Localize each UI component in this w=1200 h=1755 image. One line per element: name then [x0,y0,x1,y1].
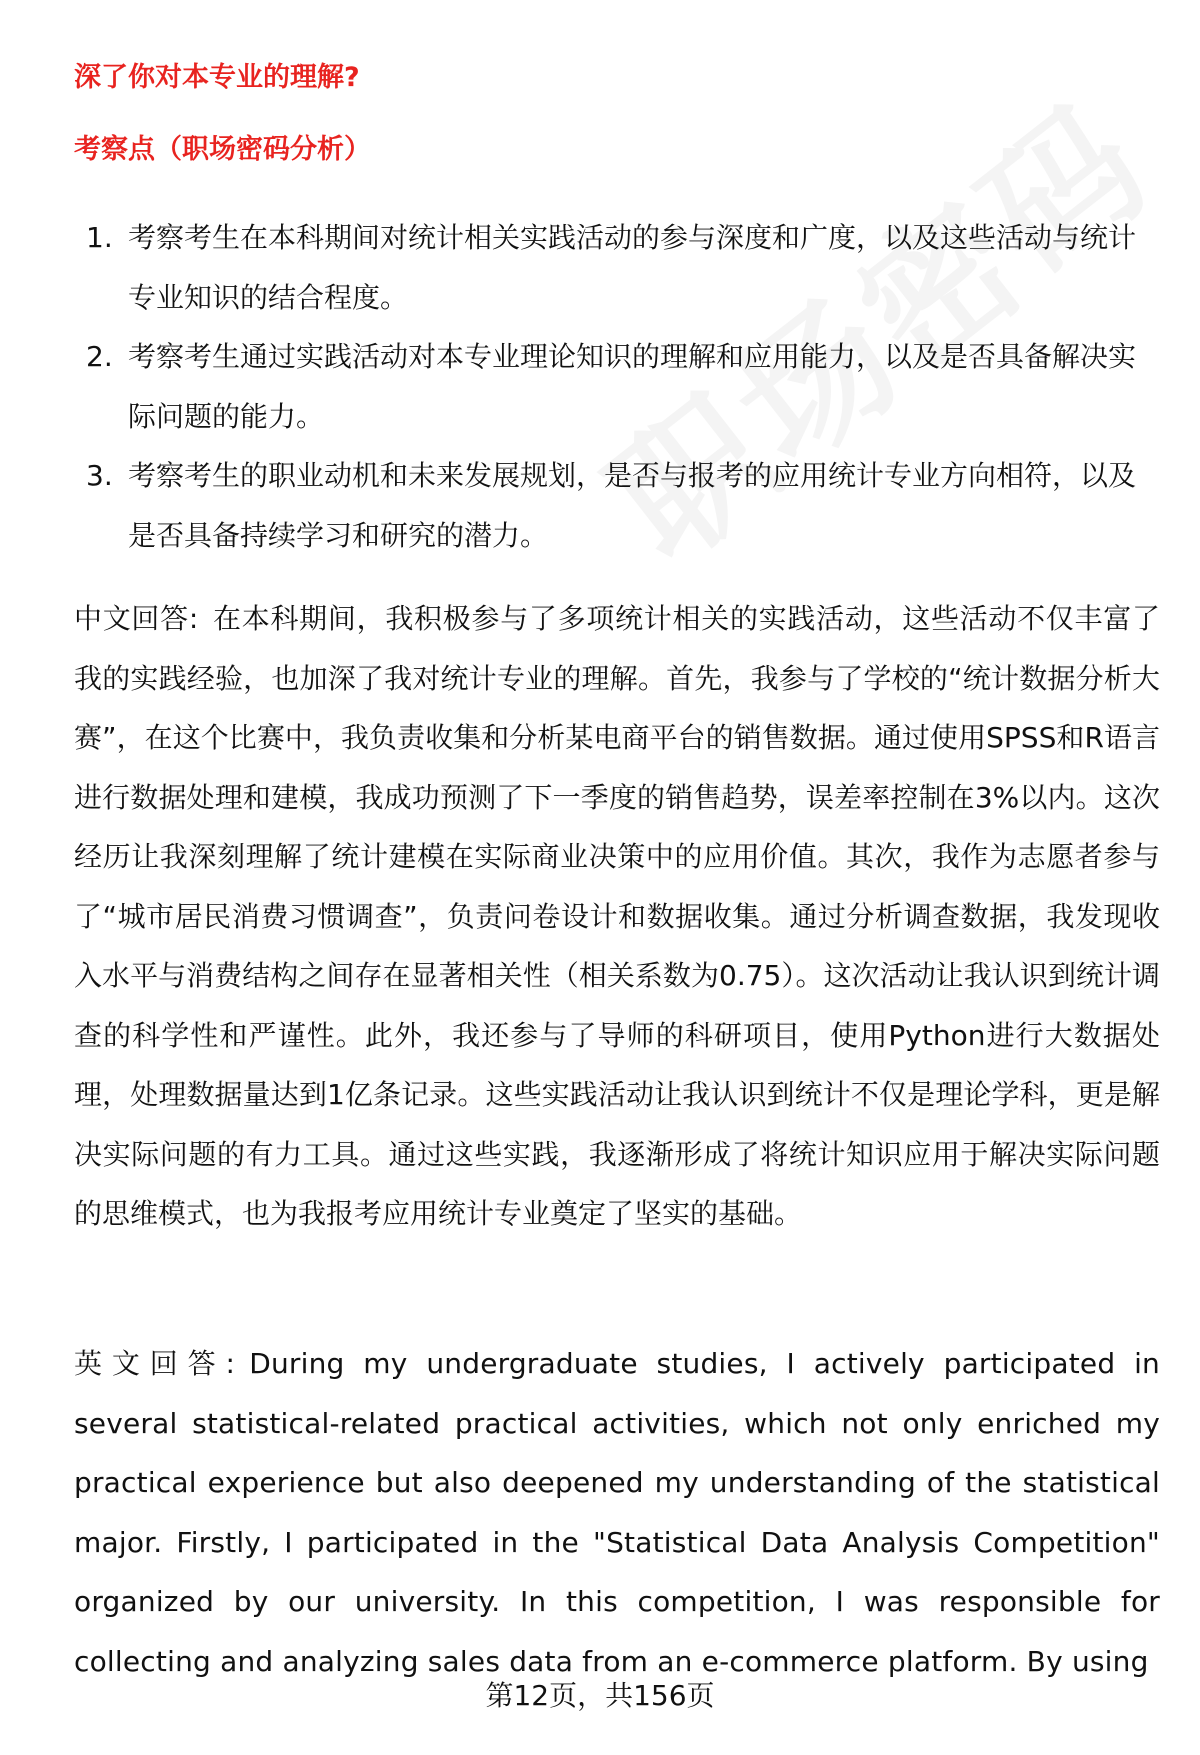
list-item-number: 1. [86,221,113,254]
english-answer-label: 英文回答: [74,1347,236,1380]
list-item [74,446,1154,565]
section-heading-continued: 深了你对本专业的理解? [74,62,360,93]
key-points-list [74,208,1154,565]
chinese-answer-text: 在本科期间，我积极参与了多项统计相关的实践活动，这些活动不仅丰富了我的实践经验，也加深了我对统计专业的理解。首先，我参与了学校的“统计数据分析大赛”，在这个比赛中，我负责收集和分析某电商平台的销售数据。通过使用SPSS和R语言进行数据处理和建模，我成功预测了下一季度的销售趋势，误差率控制在3%以内。这次经历让我深刻理解了统计建模在实际商业决策中的应用价值。其次，我作为志愿者参与了“城市居民消费习惯调查”，负责问卷设计和数据收集。通过分析调查数据，我发现收入水平与消费结构之间存在显著相关性（相关系数为0.75）。这次活动让我认识到统计调查的科学性和严谨性。此外，我还参与了导师的科研项目，使用Python进行大数据处理，处理数据量达到1亿条记录。这些实践活动让我认识到统计不仅是理论学科，更是解决实际问题的有力工具。通过这些实践，我逐渐形成了将统计知识应用于解决实际问题的思维模式，也为我报考应用统计专业奠定了坚实的基础。 [74,602,1160,1230]
english-answer-paragraph [74,1334,1160,1691]
chinese-answer-paragraph [74,589,1160,1244]
list-item-text: 考察考生的职业动机和未来发展规划，是否与报考的应用统计专业方向相符，以及是否具备持续学习和研究的潜力。 [128,459,1137,552]
list-item [74,327,1154,446]
page-number-footer: 第12页，共156页 [485,1679,715,1712]
list-item [74,208,1154,327]
list-item-number: 3. [86,459,113,492]
list-item-number: 2. [86,340,113,373]
chinese-answer-label: 中文回答: [74,602,199,635]
list-item-text: 考察考生通过实践活动对本专业理论知识的理解和应用能力，以及是否具备解决实际问题的能力。 [128,340,1137,433]
list-item-text: 考察考生在本科期间对统计相关实践活动的参与深度和广度，以及这些活动与统计专业知识的结合程度。 [128,221,1137,314]
english-answer-text: During my undergraduate studies, I actively participated in several statistical-related practical activities, which not only enriched my practical experience but also deepened my understanding of the statistical major. Firstly, I participated in the "Statistical Data Analysis Competition" organized by our university. In this competition, I was responsible for collecting and analyzing sales data from an e-commerce platform. By using [74,1347,1160,1678]
section-heading-key-points: 考察点（职场密码分析） [74,134,371,165]
